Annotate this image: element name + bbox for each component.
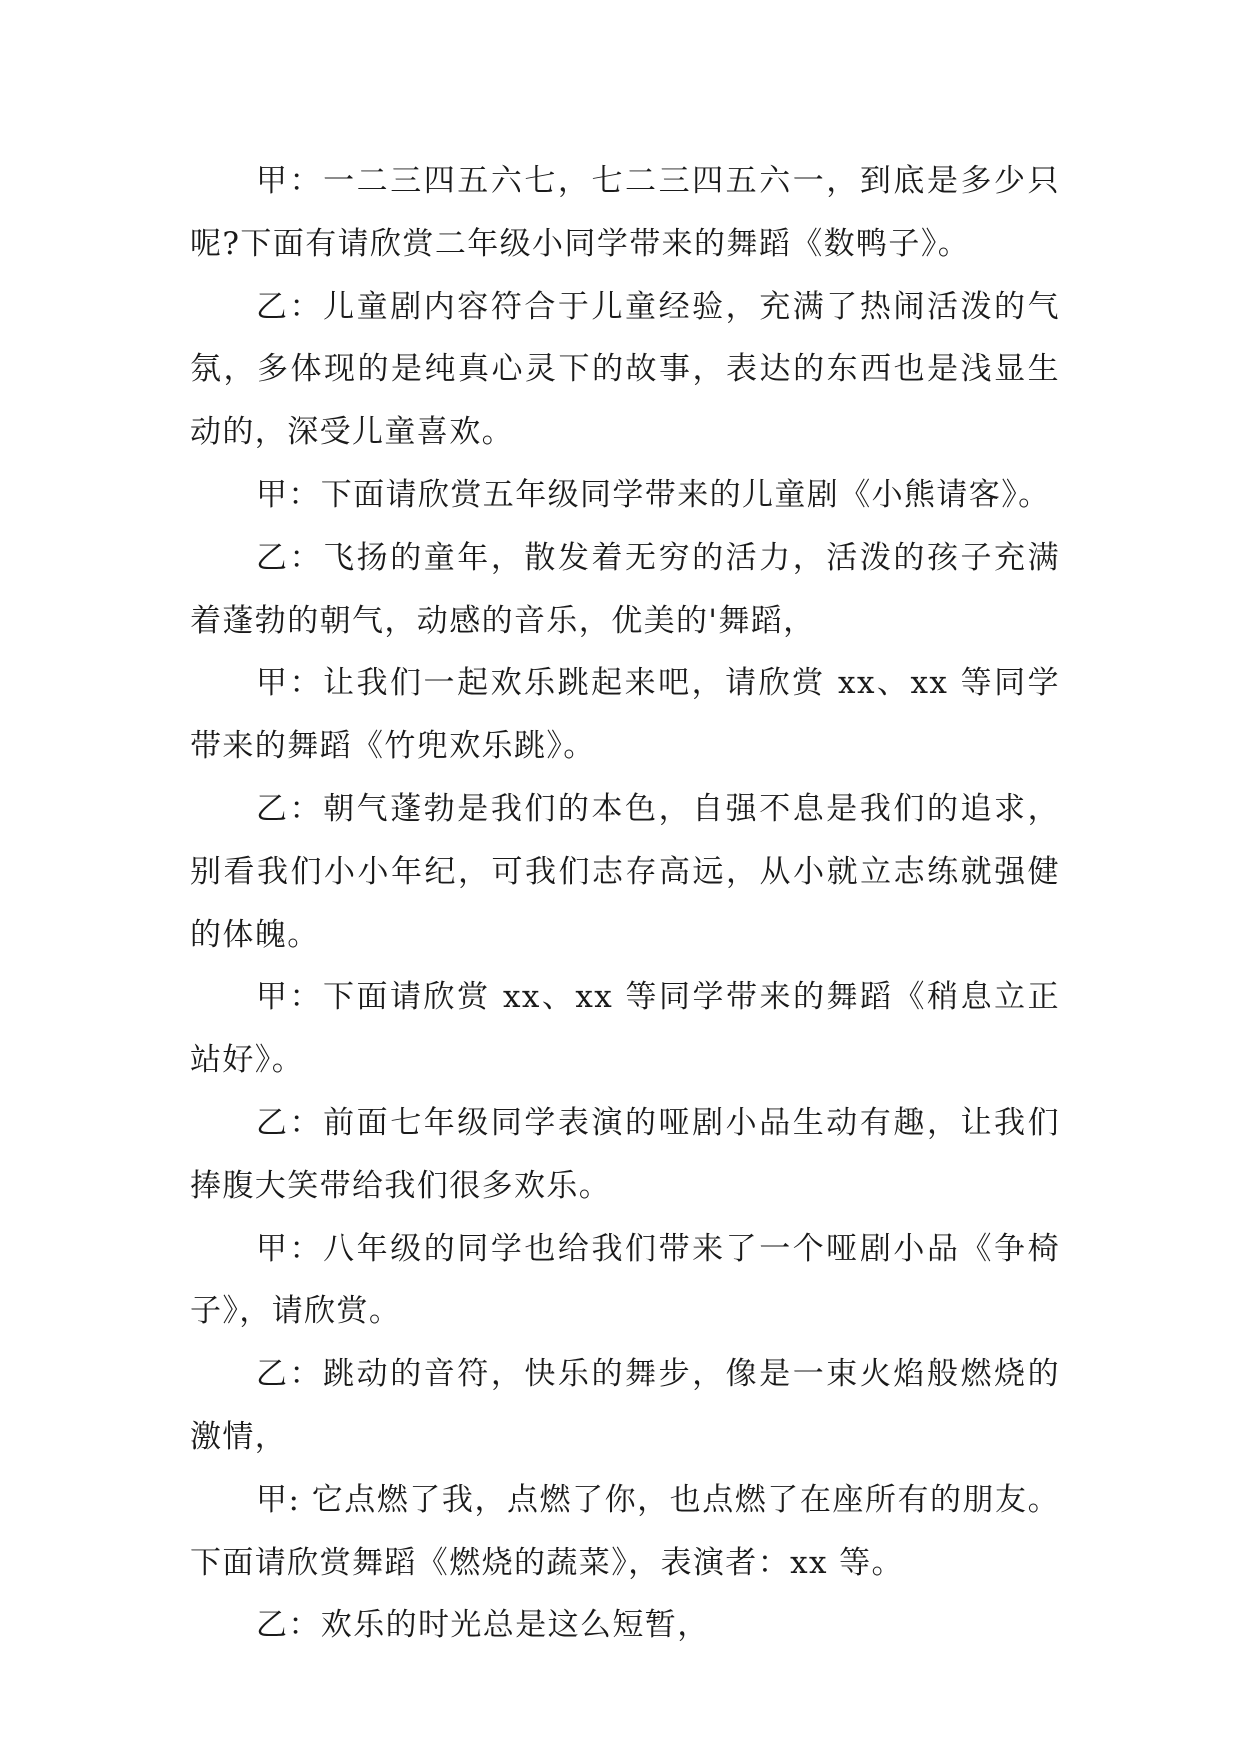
paragraph: 乙：儿童剧内容符合于儿童经验，充满了热闹活泼的气氛，多体现的是纯真心灵下的故事，表达的东西也是浅显生动的，深受儿童喜欢。 <box>190 288 1060 451</box>
paragraph: 甲：下面请欣赏五年级同学带来的儿童剧《小熊请客》。 <box>256 476 1051 513</box>
paragraph: 甲：让我们一起欢乐跳起来吧，请欣赏 xx、xx 等同学带来的舞蹈《竹兜欢乐跳》。 <box>190 665 1060 765</box>
paragraph: 甲：下面请欣赏 xx、xx 等同学带来的舞蹈《稍息立正站好》。 <box>190 979 1060 1079</box>
paragraph: 乙：欢乐的时光总是这么短暂， <box>256 1607 710 1644</box>
paragraph: 乙：飞扬的童年，散发着无穷的活力，活泼的孩子充满着蓬勃的朝气，动感的音乐，优美的'舞蹈， <box>190 539 1060 639</box>
paragraph: 甲：一二三四五六七，七二三四五六一，到底是多少只呢?下面有请欣赏二年级小同学带来的舞蹈《数鸭子》。 <box>190 163 1060 262</box>
paragraph: 乙：前面七年级同学表演的哑剧小品生动有趣，让我们捧腹大笑带给我们很多欢乐。 <box>190 1104 1060 1204</box>
paragraph: 乙：跳动的音符，快乐的舞步，像是一束火焰般燃烧的激情， <box>190 1356 1060 1455</box>
paragraph: 乙：朝气蓬勃是我们的本色，自强不息是我们的追求，别看我们小小年纪，可我们志存高远，从小就立志练就强健的体魄。 <box>190 790 1060 953</box>
paragraph: 甲：八年级的同学也给我们带来了一个哑剧小品《争椅子》，请欣赏。 <box>190 1230 1060 1330</box>
paragraph: 甲: 它点燃了我，点燃了你，也点燃了在座所有的朋友。下面请欣赏舞蹈《燃烧的蔬菜》，表演者：xx 等。 <box>190 1481 1060 1581</box>
document-body <box>190 150 1060 1657</box>
